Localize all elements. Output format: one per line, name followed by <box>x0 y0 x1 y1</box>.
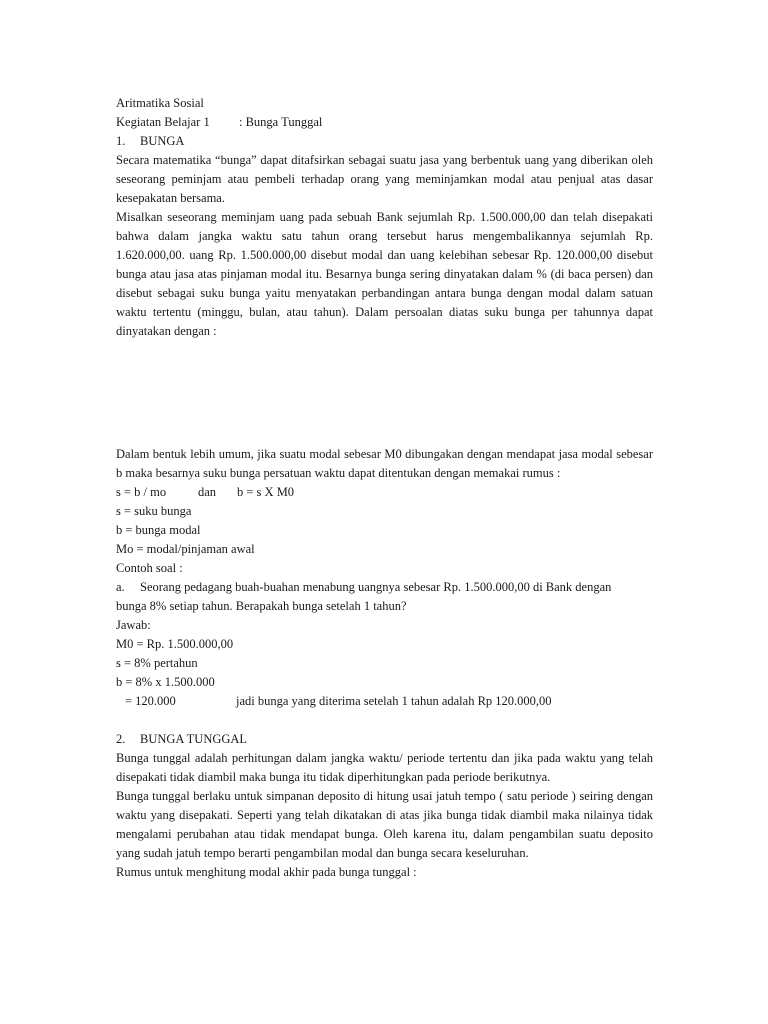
answer-result: = 120.000 <box>125 694 176 708</box>
activity-topic: : Bunga Tunggal <box>239 115 323 129</box>
section2-paragraph-3: Rumus untuk menghitung modal akhir pada bunga tunggal : <box>116 865 417 879</box>
section1-paragraph-3: Dalam bentuk lebih umum, jika suatu modal sebesar M0 dibungakan dengan mendapat jasa modal sebesar b maka besarnya suku bunga persatuan waktu dapat ditentukan dengan memakai rumus : <box>116 447 653 480</box>
example-a-letter: a. <box>116 580 125 594</box>
formula-image-area <box>116 341 653 445</box>
formula-line <box>116 483 653 502</box>
answer-line-1: M0 = Rp. 1.500.000,00 <box>116 637 234 651</box>
formula-left: s = b / mo <box>116 485 167 499</box>
section1-paragraph-2: Misalkan seseorang meminjam uang pada sebuah Bank sejumlah Rp. 1.500.000,00 dan telah disepakati bahwa dalam jangka waktu satu tahun orang tersebut harus mengembalikannya sejumlah Rp. 1.620.000,00. uang Rp. 1.500.000,00 disebut modal dan uang kelebihan sebesar Rp. 120.000,00 disebut bunga atau jasa atas pinjaman modal itu. Besarnya bunga sering dinyatakan dalam % (di baca persen) dan disebut sebagai suku bunga yaitu menyatakan perbandingan antara bunga dengan modal dalam satuan waktu tertentu (minggu, bulan, atau tahun). Dalam persoalan diatas suku bunga per tahunnya dapat dinyatakan dengan : <box>116 210 653 338</box>
activity-line <box>116 113 653 132</box>
section2-title: BUNGA TUNGGAL <box>140 732 248 746</box>
definition-s: s = suku bunga <box>116 504 192 518</box>
formula-and: dan <box>198 485 217 499</box>
example-a <box>116 578 653 597</box>
document-title: Aritmatika Sosial <box>116 96 204 110</box>
answer-line-3: b = 8% x 1.500.000 <box>116 675 215 689</box>
definition-b: b = bunga modal <box>116 523 201 537</box>
section1-title: BUNGA <box>140 134 185 148</box>
answer-conclusion: jadi bunga yang diterima setelah 1 tahun adalah Rp 120.000,00 <box>236 694 552 708</box>
section2-heading <box>116 730 653 749</box>
example-label: Contoh soal : <box>116 561 183 575</box>
definition-mo: Mo = modal/pinjaman awal <box>116 542 255 556</box>
section2-paragraph-1: Bunga tunggal adalah perhitungan dalam jangka waktu/ periode tertentu dan jika pada waktu yang telah disepakati tidak diambil maka bunga itu tidak diperhitungkan pada periode berikutnya. <box>116 751 653 784</box>
section2-paragraph-2: Bunga tunggal berlaku untuk simpanan deposito di hitung usai jatuh tempo ( satu periode ) seiring dengan waktu yang disepakati. Seperti yang telah dikatakan di atas jika bunga tidak diambil maka nilainya tidak mengalami perubahan atau tidak mendapat bunga. Oleh karena itu, dalam pengambilan suatu deposito yang sudah jatuh tempo berarti pengambilan modal dan bunga secara keseluruhan. <box>116 789 653 860</box>
example-a-cont: bunga 8% setiap tahun. Berapakah bunga setelah 1 tahun? <box>116 599 407 613</box>
document-page <box>116 94 653 882</box>
section1-number: 1. <box>116 134 126 148</box>
section-spacer <box>116 711 653 730</box>
section1-paragraph-1: Secara matematika “bunga” dapat ditafsirkan sebagai suatu jasa yang berbentuk uang yang diberikan oleh seseorang peminjam atau pembeli terhadap orang yang meminjamkan modal atau penjual atas dasar kesepakatan bersama. <box>116 153 653 205</box>
answer-line-2: s = 8% pertahun <box>116 656 198 670</box>
answer-label: Jawab: <box>116 618 151 632</box>
section2-number: 2. <box>116 732 126 746</box>
section1-heading <box>116 132 653 151</box>
formula-right: b = s X M0 <box>237 485 295 499</box>
example-a-text: Seorang pedagang buah-buahan menabung uangnya sebesar Rp. 1.500.000,00 di Bank dengan <box>140 580 612 594</box>
activity-label: Kegiatan Belajar 1 <box>116 115 210 129</box>
answer-line-4 <box>116 692 653 711</box>
